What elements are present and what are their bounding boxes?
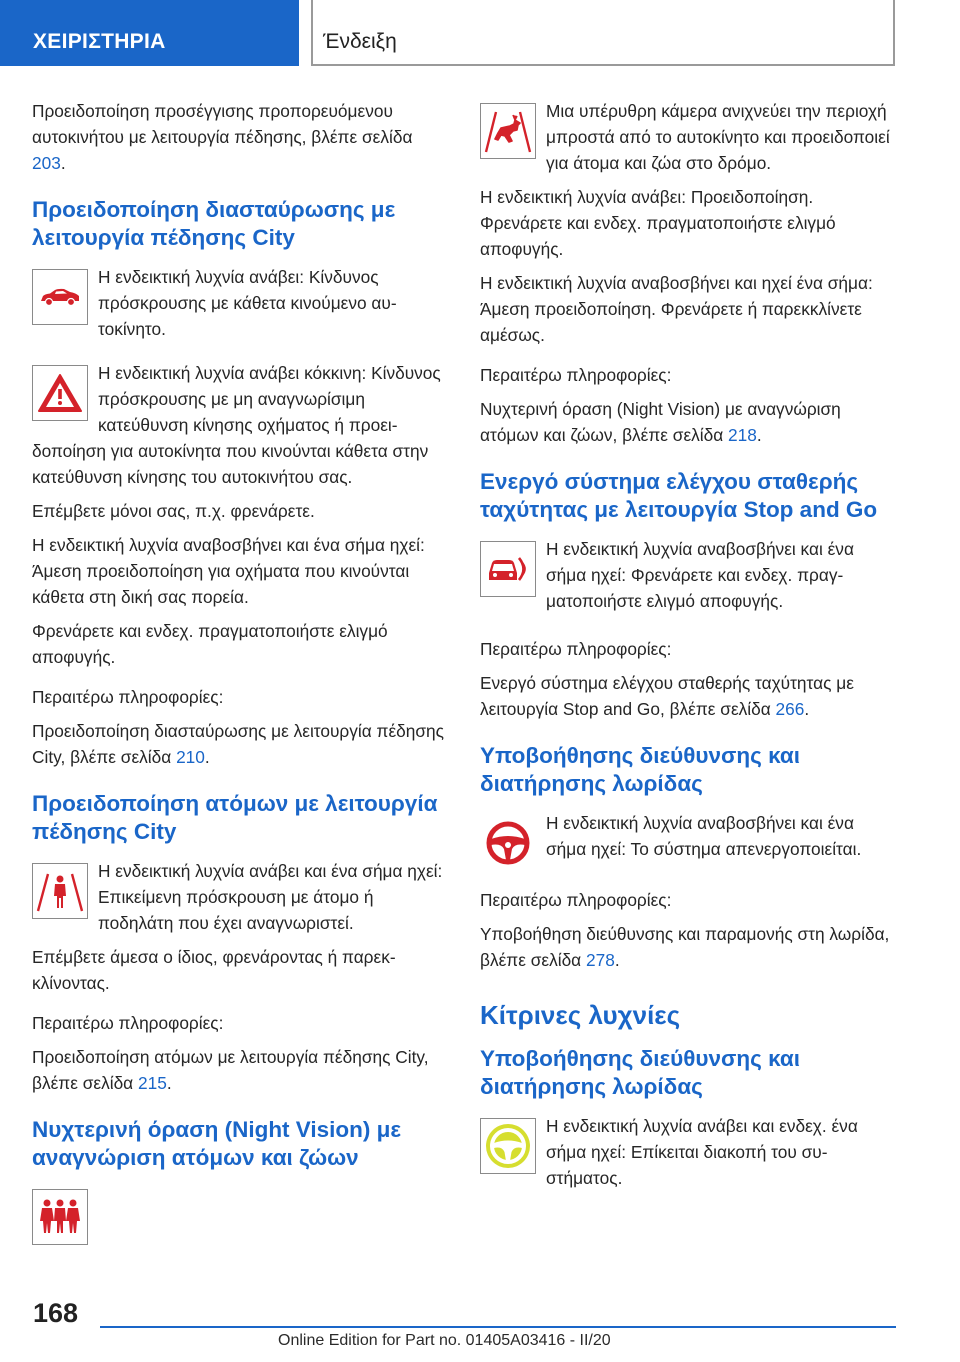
page-link-266[interactable]: 266: [775, 699, 805, 719]
page-number: 168: [33, 1298, 79, 1328]
crossing-text-2: Η ενδεικτική λυχνία ανάβει κόκκινη: Κίνδυνος πρόσκρουσης με μη αναγνωρίσιμη κατεύθυνση κίνησης οχήματος ή προειδοποίηση για αυτοκίνητα που κινούνται κάθετα στην κατεύθυνση κίνησης του αυτοκινήτου σας.: [32, 363, 441, 487]
crossing-warning-block-2: [32, 360, 444, 498]
night-vision-text-3: Η ενδεικτική λυχνία αναβοσβήνει και ηχεί ένα σήμα: Άμεση προειδοποίηση. Φρενάρετε ή παρεκκλίνετε αμέσως.: [480, 273, 873, 345]
night-vision-icon-block: [32, 1184, 444, 1247]
night-vision-more-label: Περαιτέρω πληροφορίες:: [480, 365, 672, 385]
crossing-text-4: Η ενδεικτική λυχνία αναβοσβήνει και ένα σήμα ηχεί: Άμεση προειδοποίηση για οχήματα που κινούνται κάθετα στη δική σας πορεία.: [32, 535, 425, 607]
page-link-203[interactable]: 203: [32, 153, 61, 173]
cruise-control-more-label: Περαιτέρω πληροφορίες:: [480, 639, 672, 659]
cruise-control-heading: Ενεργό σύστημα ελέγχου σταθερής ταχύτητας με λειτουργία Stop and Go: [480, 469, 878, 522]
steering-wheel-yellow-icon: [480, 1118, 536, 1174]
night-vision-persons-icon: [32, 1189, 88, 1245]
crossing-text-3: Επέμβετε μόνοι σας, π.χ. φρενάρετε.: [32, 501, 315, 521]
cruise-control-text-1: Η ενδεικτική λυχνία αναβοσβήνει και ένα σήμα ηχεί: Φρενάρετε και ενδεχ. πραγματοποιήστε ελιγμό αποφυγής.: [546, 539, 854, 611]
page-link-210[interactable]: 210: [176, 747, 205, 767]
pedestrian-text-1: Η ενδεικτική λυχνία ανάβει και ένα σήμα ηχεί: Επικείμενη πρόσκρουση με άτομο ή ποδηλάτη που έχει αναγνωριστεί.: [98, 861, 443, 933]
lane-assist-more-label: Περαιτέρω πληροφορίες:: [480, 890, 672, 910]
pedestrian-reference: Προειδοποίηση ατόμων με λειτουργία πέδησης City, βλέπε σελίδα 215.: [32, 1047, 429, 1093]
lane-assist-yellow-heading: Υποβοήθησης διεύθυνσης και διατήρησης λωρίδας: [480, 1046, 800, 1099]
night-vision-heading: Νυχτερινή όραση (Night Vision) με αναγνώριση ατόμων και ζώων: [32, 1117, 402, 1170]
car-collision-icon: [32, 269, 88, 325]
lane-assist-yellow-block: [480, 1113, 892, 1199]
header-frame: [311, 0, 895, 66]
pedestrian-more-label: Περαιτέρω πληροφορίες:: [32, 1013, 224, 1033]
lane-assist-yellow-text-1: Η ενδεικτική λυχνία ανάβει και ενδεχ. ένα σήμα ηχεί: Επίκειται διακοπή του συστήματος.: [546, 1116, 858, 1188]
intro-paragraph: Προειδοποίηση προσέγγισης προπορευόμενου αυτοκινήτου με λειτουργία πέδησης, βλέπε σελίδα 203.: [32, 101, 413, 173]
pedestrian-warning-icon: [32, 863, 88, 919]
lane-assist-block: [480, 810, 892, 873]
right-column: [480, 98, 892, 1199]
crossing-more-label: Περαιτέρω πληροφορίες:: [32, 687, 224, 707]
page-link-278[interactable]: 278: [585, 950, 615, 970]
night-vision-block: [480, 98, 892, 184]
pedestrian-warning-heading: Προειδοποίηση ατόμων με λειτουργία πέδησης City: [32, 791, 438, 844]
footer-edition: Online Edition for Part no. 01405A03416 - II/20: [278, 1332, 611, 1349]
night-vision-reference: Νυχτερινή όραση (Night Vision) με αναγνώριση ατόμων και ζώων, βλέπε σελίδα 218.: [480, 399, 841, 445]
page-link-215[interactable]: 215: [137, 1073, 167, 1093]
steering-wheel-red-icon: [480, 815, 536, 871]
crossing-text-5: Φρενάρετε και ενδεχ. πραγματοποιήστε ελιγμό αποφυγής.: [32, 621, 388, 667]
footer-divider: [100, 1326, 896, 1328]
deer-warning-icon: [480, 103, 536, 159]
crossing-reference: Προειδοποίηση διασταύρωσης με λειτουργία πέδησης City, βλέπε σελίδα 210.: [32, 721, 444, 767]
header-title: Ένδειξη: [323, 30, 397, 53]
night-vision-text-1: Μια υπέρυθρη κάμερα ανιχνεύει την περιοχή μπροστά από το αυτοκίνητο και προειδοποιεί για άτομα και ζώα στο δρόμο.: [546, 101, 890, 173]
page-header: [0, 0, 960, 66]
cruise-control-block: [480, 536, 892, 622]
pedestrian-warning-block: [32, 858, 444, 944]
warning-triangle-icon: [32, 365, 88, 421]
crossing-warning-block-1: [32, 264, 444, 350]
section-tab[interactable]: ΧΕΙΡΙΣΤΗΡΙΑ: [0, 0, 299, 66]
night-vision-text-2: Η ενδεικτική λυχνία ανάβει: Προειδοποίηση. Φρενάρετε και ενδεχ. πραγματοποιήστε ελιγμό αποφυγής.: [480, 187, 836, 259]
yellow-lights-heading: Κίτρινες λυχνίες: [480, 1000, 681, 1030]
left-column: [32, 98, 444, 1247]
page-link-218[interactable]: 218: [728, 425, 757, 445]
lane-assist-heading: Υποβοήθησης διεύθυνσης και διατήρησης λωρίδας: [480, 743, 800, 796]
crossing-warning-heading: Προειδοποίηση διασταύρωσης με λειτουργία πέδησης City: [32, 197, 396, 250]
pedestrian-text-2: Επέμβετε άμεσα ο ίδιος, φρενάροντας ή παρεκκλίνοντας.: [32, 947, 396, 993]
crossing-text-1: Η ενδεικτική λυχνία ανάβει: Κίνδυνος πρόσκρουσης με κάθετα κινούμενο αυτοκίνητο.: [98, 267, 397, 339]
lane-assist-text-1: Η ενδεικτική λυχνία αναβοσβήνει και ένα σήμα ηχεί: Το σύστημα απενεργοποιείται.: [546, 813, 862, 859]
cruise-control-reference: Ενεργό σύστημα ελέγχου σταθερής ταχύτητας με λειτουργία Stop and Go, βλέπε σελίδα 266.: [480, 673, 854, 719]
cruise-control-warning-icon: [480, 541, 536, 597]
lane-assist-reference: Υποβοήθηση διεύθυνσης και παραμονής στη λωρίδα, βλέπε σελίδα 278.: [480, 924, 890, 970]
